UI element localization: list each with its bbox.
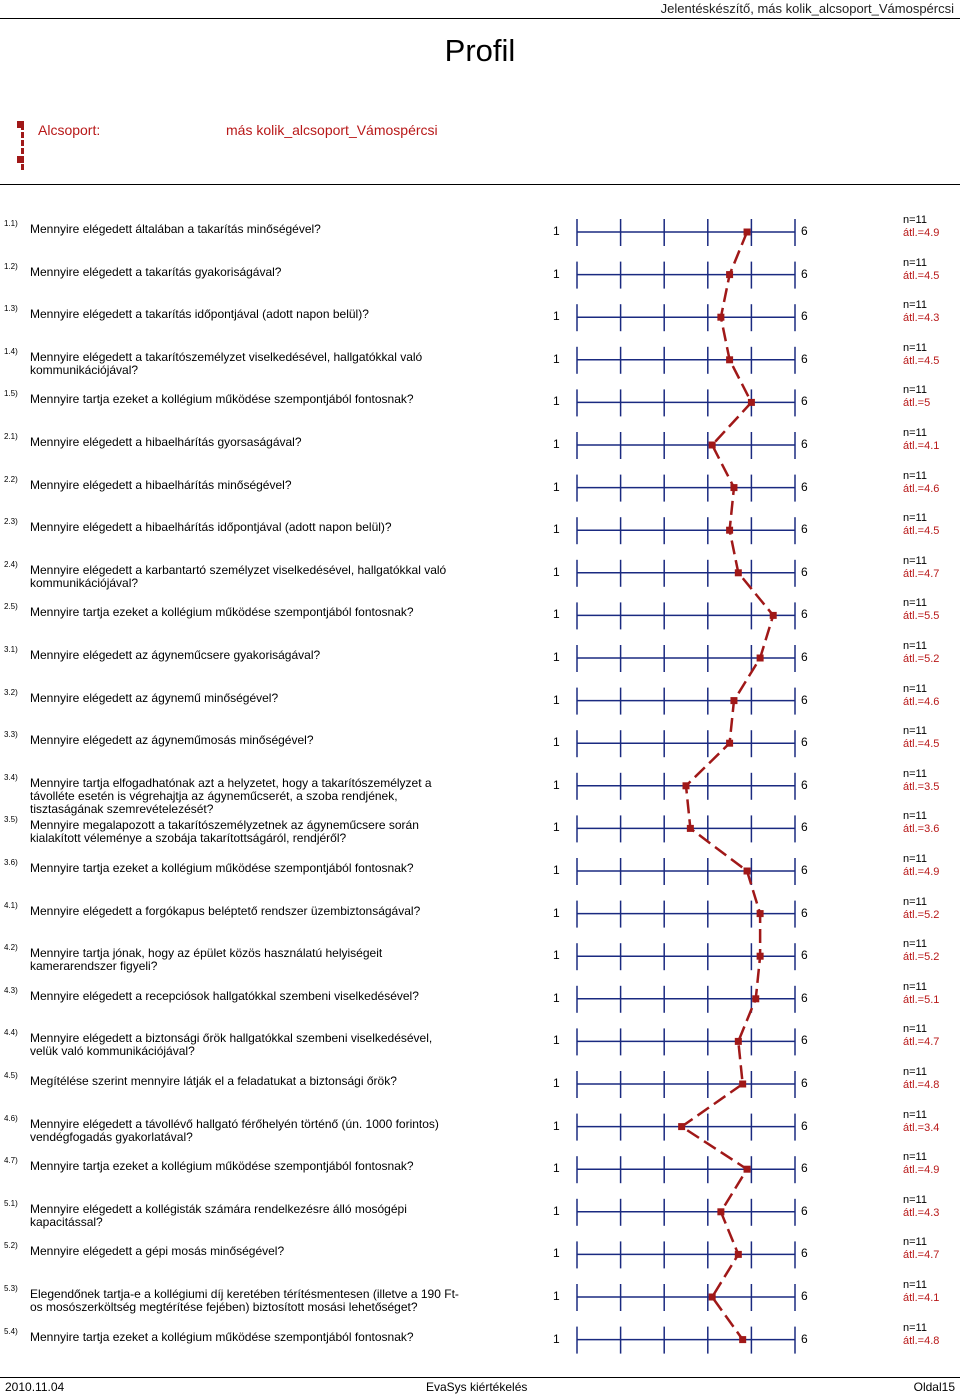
average-label: átl.=4.5 [903, 354, 940, 367]
question-text: Mennyire tartja ezeket a kollégium működése szempontjából fontosnak? [30, 1159, 414, 1174]
question-text: Mennyire elégedett a karbantartó személyzet viselkedésével, hallgatókkal való kommunikációjával? [30, 562, 447, 590]
scale-max-label: 6 [801, 777, 808, 792]
respondent-count: n=11 [903, 299, 927, 312]
scale-max-label: 6 [801, 564, 808, 579]
question-number: 3.5) [4, 815, 18, 825]
respondent-count: n=11 [903, 256, 927, 269]
scale-max-label: 6 [801, 1161, 808, 1176]
question-number: 4.3) [4, 985, 18, 995]
average-label: átl.=4.6 [903, 482, 940, 495]
scale-min-label: 1 [553, 309, 560, 324]
profile-point [717, 314, 724, 321]
subgroup-label: Alcsoport: [38, 122, 101, 138]
scale-min-label: 1 [553, 1246, 560, 1261]
average-label: átl.=3.4 [903, 1121, 940, 1134]
question-number: 5.4) [4, 1326, 18, 1336]
question-number: 1.4) [4, 346, 18, 356]
question-text: Mennyire elégedett az ágyneműcsere gyakoriságával? [30, 648, 321, 662]
question-number: 4.5) [4, 1071, 18, 1080]
question-text: Mennyire elégedett a recepciósok hallgatókkal szembeni viselkedésével? [30, 988, 419, 1003]
profile-point [735, 1038, 742, 1045]
subgroup-value: más kolik_alcsoport_Vámospércsi [226, 122, 438, 138]
question-number: 1.3) [4, 304, 18, 314]
average-label: átl.=4.9 [903, 866, 940, 878]
question-number: 1.5) [4, 389, 18, 399]
question-number: 4.7) [4, 1156, 18, 1166]
scale-max-label: 6 [801, 1033, 808, 1048]
profile-point [726, 740, 733, 747]
scale-min-label: 1 [553, 1118, 560, 1133]
respondent-count: n=11 [903, 1066, 927, 1078]
scale-min-label: 1 [553, 266, 560, 281]
scale-min-label: 1 [553, 820, 560, 835]
scale-min-label: 1 [553, 1161, 560, 1176]
question-text: Mennyire elégedett a takarítás gyakoriságával? [30, 264, 282, 279]
question-text: Mennyire tartja elfogadhatónak azt a helyzetet, hogy a takarítószemélyzet a távolléte esetén is végrehajtja az ágyneműcserét, a szoba rendjének, tisztaságának szemrevételezését? [30, 775, 432, 816]
question-text: Mennyire elégedett az ágynemű minőségével? [30, 690, 279, 705]
question-number: 4.1) [4, 900, 18, 910]
respondent-count: n=11 [903, 427, 927, 439]
respondent-count: n=11 [903, 895, 927, 908]
scale-max-label: 6 [801, 650, 808, 664]
scale-max-label: 6 [801, 266, 808, 281]
profile-point [744, 229, 751, 236]
respondent-count: n=11 [903, 512, 927, 525]
profile-point [730, 697, 737, 704]
question-number: 2.3) [4, 517, 18, 527]
scale-min-label: 1 [553, 437, 560, 451]
question-text: Megítélése szerint mennyire látják el a feladatukat a biztonsági őrök? [30, 1074, 397, 1088]
profile-point [683, 782, 690, 789]
footer-center: EvaSys kiértékelés [426, 1380, 528, 1394]
profile-point [726, 527, 733, 534]
profile-point [678, 1123, 685, 1130]
question-number: 2.1) [4, 432, 18, 441]
question-number: 4.4) [4, 1028, 18, 1038]
scale-max-label: 6 [801, 1076, 808, 1090]
respondent-count: n=11 [903, 214, 927, 226]
profile-point [717, 1208, 724, 1215]
question-text: Mennyire tartja ezeket a kollégium működése szempontjából fontosnak? [30, 392, 414, 407]
scale-min-label: 1 [553, 990, 560, 1005]
question-number: 5.2) [4, 1241, 18, 1251]
question-text: Mennyire tartja ezeket a kollégium működése szempontjából fontosnak? [30, 605, 414, 620]
scale-max-label: 6 [801, 820, 808, 835]
scale-max-label: 6 [801, 863, 808, 877]
profile-point [744, 1166, 751, 1173]
profile-point [744, 868, 751, 875]
respondent-count: n=11 [903, 1151, 927, 1164]
average-label: átl.=5.2 [903, 951, 940, 964]
scale-max-label: 6 [801, 394, 808, 409]
question-number: 3.4) [4, 772, 18, 782]
average-label: átl.=5.2 [903, 653, 940, 665]
respondent-count: n=11 [903, 1236, 927, 1249]
average-label: átl.=4.5 [903, 738, 940, 751]
respondent-count: n=11 [903, 1321, 927, 1334]
scale-max-label: 6 [801, 479, 808, 494]
respondent-count: n=11 [903, 1279, 927, 1291]
scale-min-label: 1 [553, 650, 560, 664]
average-label: átl.=4.8 [903, 1334, 940, 1347]
scale-min-label: 1 [553, 224, 560, 238]
question-number: 2.5) [4, 602, 18, 612]
scale-max-label: 6 [801, 948, 808, 963]
footer-page: Oldal15 [913, 1380, 955, 1394]
scale-max-label: 6 [801, 735, 808, 750]
report-header-title: Jelentéskészítő, más kolik_alcsoport_Vámospércsi [660, 1, 954, 16]
average-label: átl.=4.5 [903, 525, 940, 538]
question-text: Mennyire tartja jónak, hogy az épület közös használatú helyiségeit kamerarendszer figyeli? [30, 946, 383, 974]
respondent-count: n=11 [903, 725, 927, 738]
profile-point [687, 825, 694, 832]
respondent-count: n=11 [903, 1108, 927, 1121]
respondent-count: n=11 [903, 469, 927, 482]
scale-min-label: 1 [553, 735, 560, 750]
footer-divider [0, 1377, 960, 1378]
profile-point [748, 399, 755, 406]
scale-min-label: 1 [553, 394, 560, 409]
scale-max-label: 6 [801, 990, 808, 1005]
question-number: 4.6) [4, 1113, 18, 1123]
average-label: átl.=5.2 [903, 908, 940, 921]
average-label: átl.=4.3 [903, 312, 940, 325]
respondent-count: n=11 [903, 1023, 927, 1036]
profile-point [709, 1294, 716, 1301]
question-text: Mennyire elégedett a hibaelhárítás minőségével? [30, 477, 292, 492]
scale-max-label: 6 [801, 1289, 808, 1303]
average-label: átl.=3.5 [903, 780, 940, 793]
scale-min-label: 1 [553, 1289, 560, 1303]
question-text: Mennyire elégedett a kollégisták számára rendelkezésre álló mosógépi kapacitással? [30, 1201, 407, 1229]
scale-min-label: 1 [553, 948, 560, 963]
profile-point [757, 953, 764, 960]
respondent-count: n=11 [903, 938, 927, 951]
question-number: 3.3) [4, 730, 18, 740]
average-label: átl.=4.7 [903, 1249, 940, 1262]
average-label: átl.=3.6 [903, 823, 940, 836]
respondent-count: n=11 [903, 384, 927, 397]
question-text: Mennyire elégedett a takarítószemélyzet viselkedésével, hallgatókkal való kommunikációjával? [30, 349, 423, 377]
question-text: Mennyire elégedett a biztonsági őrök hallgatókkal szembeni viselkedésével, velük való kommunikációjával? [30, 1031, 433, 1059]
respondent-count: n=11 [903, 640, 927, 652]
scale-max-label: 6 [801, 1118, 808, 1133]
scale-min-label: 1 [553, 351, 560, 366]
average-label: átl.=4.9 [903, 227, 940, 239]
scale-max-label: 6 [801, 351, 808, 366]
profile-point [726, 356, 733, 363]
respondent-count: n=11 [903, 341, 927, 354]
profile-point [739, 1336, 746, 1343]
question-text: Mennyire tartja ezeket a kollégium működése szempontjából fontosnak? [30, 861, 414, 875]
scale-min-label: 1 [553, 692, 560, 707]
question-number: 2.4) [4, 559, 18, 569]
footer-date: 2010.11.04 [5, 1380, 65, 1394]
profile-point [757, 655, 764, 662]
profile-point [709, 442, 716, 449]
respondent-count: n=11 [903, 1193, 927, 1206]
question-number: 1.1) [4, 219, 18, 228]
profile-point [752, 995, 759, 1002]
question-text: Mennyire megalapozott a takarítószemélyzetnek az ágyneműcsere során kialakított véleménye a szobája takarítottságáról, rendjéről? [30, 818, 419, 846]
question-number: 4.2) [4, 943, 18, 953]
scale-max-label: 6 [801, 437, 808, 451]
question-number: 5.1) [4, 1198, 18, 1208]
question-text: Mennyire elégedett általában a takarítás minőségével? [30, 222, 321, 236]
average-label: átl.=4.9 [903, 1164, 940, 1177]
scale-min-label: 1 [553, 863, 560, 877]
scale-min-label: 1 [553, 564, 560, 579]
scale-min-label: 1 [553, 777, 560, 792]
respondent-count: n=11 [903, 810, 927, 823]
scale-min-label: 1 [553, 1033, 560, 1048]
question-text: Elegendőnek tartja-e a kollégiumi díj keretében térítésmentesen (illetve a 190 Ft-os mosószerköltség megtérítése fejében) biztosított mosási lehetőséget? [30, 1287, 459, 1314]
question-text: Mennyire tartja ezeket a kollégium működése szempontjából fontosnak? [30, 1329, 414, 1344]
average-label: átl.=4.7 [903, 567, 940, 580]
average-label: átl.=5.1 [903, 993, 940, 1006]
respondent-count: n=11 [903, 682, 927, 695]
scale-min-label: 1 [553, 607, 560, 622]
scale-max-label: 6 [801, 1203, 808, 1218]
profile-point [730, 484, 737, 491]
question-text: Mennyire elégedett a forgókapus beléptető rendszer üzembiztonságával? [30, 903, 421, 918]
scale-max-label: 6 [801, 224, 808, 238]
question-text: Mennyire elégedett a gépi mosás minőségével? [30, 1244, 285, 1259]
profile-point [757, 910, 764, 917]
page-title: Profil [444, 33, 516, 68]
scale-min-label: 1 [553, 1331, 560, 1346]
respondent-count: n=11 [903, 980, 927, 993]
question-number: 3.6) [4, 858, 18, 867]
profile-point [735, 569, 742, 576]
scale-max-label: 6 [801, 905, 808, 920]
question-number: 5.3) [4, 1284, 18, 1293]
question-number: 1.2) [4, 261, 18, 271]
scale-max-label: 6 [801, 692, 808, 707]
average-label: átl.=4.5 [903, 269, 940, 282]
scale-min-label: 1 [553, 1076, 560, 1090]
profile-point [770, 612, 777, 619]
scale-max-label: 6 [801, 522, 808, 537]
scale-min-label: 1 [553, 479, 560, 494]
scale-min-label: 1 [553, 522, 560, 537]
average-label: átl.=5 [903, 397, 931, 410]
respondent-count: n=11 [903, 853, 927, 865]
scale-max-label: 6 [801, 1246, 808, 1261]
question-text: Mennyire elégedett a távollévő hallgató férőhelyén történő (ún. 1000 forintos) vendégfogadás gyakorlatával? [30, 1116, 439, 1144]
respondent-count: n=11 [903, 767, 927, 780]
average-label: átl.=4.1 [903, 440, 940, 452]
scale-max-label: 6 [801, 1331, 808, 1346]
scale-max-label: 6 [801, 309, 808, 324]
average-label: átl.=4.6 [903, 695, 940, 708]
profile-point [739, 1081, 746, 1088]
respondent-count: n=11 [903, 597, 927, 610]
scale-min-label: 1 [553, 1203, 560, 1218]
average-label: átl.=4.1 [903, 1292, 940, 1304]
average-label: átl.=4.7 [903, 1036, 940, 1049]
profile-point [726, 271, 733, 278]
question-number: 3.1) [4, 645, 18, 654]
question-number: 3.2) [4, 687, 18, 697]
average-label: átl.=4.3 [903, 1206, 940, 1219]
question-text: Mennyire elégedett a hibaelhárítás gyorsaságával? [30, 435, 302, 449]
question-number: 2.2) [4, 474, 18, 484]
scale-min-label: 1 [553, 905, 560, 920]
profile-point [735, 1251, 742, 1258]
respondent-count: n=11 [903, 554, 927, 567]
question-text: Mennyire elégedett a hibaelhárítás időpontjával (adott napon belül)? [30, 520, 392, 535]
average-label: átl.=4.8 [903, 1079, 940, 1091]
question-text: Mennyire elégedett az ágyneműmosás minőségével? [30, 733, 314, 748]
question-text: Mennyire elégedett a takarítás időpontjával (adott napon belül)? [30, 307, 369, 322]
scale-max-label: 6 [801, 607, 808, 622]
average-label: átl.=5.5 [903, 610, 940, 623]
